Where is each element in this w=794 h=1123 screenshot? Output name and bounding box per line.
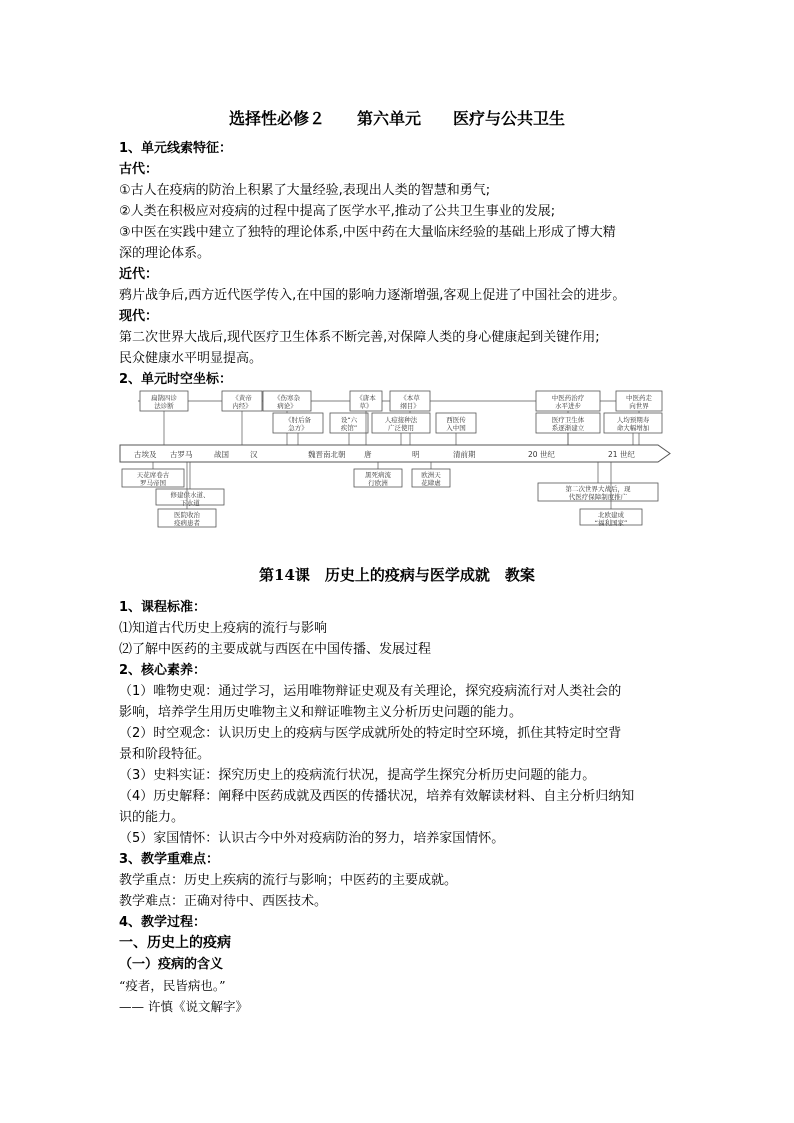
axis-label: 唐 bbox=[364, 450, 372, 459]
contemporary-item: 第二次世界大战后,现代医疗卫生体系不断完善,对保障人类的身心健康起到关键作用; bbox=[119, 330, 600, 345]
lesson-body bbox=[119, 597, 679, 1017]
ancient-item: ①古人在疫病的防治上积累了大量经验,表现出人类的智慧和勇气; bbox=[119, 183, 491, 198]
top-event-text: 广泛使用 bbox=[388, 424, 414, 432]
top-event-text: 病论》 bbox=[277, 402, 297, 410]
top-event-text: 命大幅增加 bbox=[616, 424, 650, 432]
focus-item: 教学重点：历史上疾病的流行与影响；中医药的主要成就。 bbox=[119, 873, 458, 888]
bottom-event-text: 行欧洲 bbox=[368, 479, 388, 487]
top-event-text: 《唐本 bbox=[356, 394, 376, 402]
literacy-item: 影响，培养学生用历史唯物主义和辩证唯物主义分析历史问题的能力。 bbox=[119, 705, 523, 720]
literacy-item: （1）唯物史观：通过学习，运用唯物辩证史观及有关理论，探究疫病流行对人类社会的 bbox=[119, 684, 622, 699]
top-event-text: 《肘后备 bbox=[285, 416, 311, 424]
literacy-item: 景和阶段特征。 bbox=[119, 747, 211, 762]
bottom-event-text: 疫病患者 bbox=[174, 519, 200, 527]
top-event-text: 西医传 bbox=[446, 416, 466, 424]
top-event-text: 向世界 bbox=[629, 402, 649, 410]
top-event-text: 设“六 bbox=[340, 416, 358, 424]
top-event-text: 医疗卫生体 bbox=[551, 416, 585, 424]
ancient-item: ②人类在积极应对疫病的过程中提高了医学水平,推动了公共卫生事业的发展; bbox=[119, 204, 556, 219]
section-heading: 1、单元线索特征： bbox=[119, 141, 233, 156]
bottom-event-text: 代医疗保障制度推广 bbox=[568, 493, 628, 501]
bottom-event-text: 天花席卷古 bbox=[136, 471, 170, 479]
bottom-event-text: 修建供水道、 bbox=[170, 491, 210, 499]
top-event-text: 系逐渐建立 bbox=[551, 424, 585, 432]
top-event-text: 《黄帝 bbox=[232, 394, 252, 402]
section-heading: 3、教学重难点： bbox=[119, 852, 220, 867]
section-heading: 1、课程标准： bbox=[119, 600, 207, 615]
section-heading: 2、核心素养： bbox=[119, 663, 207, 678]
top-event-text: 入中国 bbox=[446, 424, 466, 432]
bottom-event-text: 花肆虐 bbox=[421, 479, 441, 487]
contemporary-item: 民众健康水平明显提高。 bbox=[119, 351, 263, 366]
top-event-text: 扁鹊四诊 bbox=[151, 394, 177, 402]
standard-item: ⑴知道古代历史上疫病的流行与影响 bbox=[119, 621, 328, 636]
top-event-text: 《本草 bbox=[400, 394, 420, 402]
top-event-text: 中医药治疗 bbox=[551, 394, 585, 402]
literacy-item: 识的能力。 bbox=[119, 810, 185, 825]
bottom-event-text: 医院收治 bbox=[174, 511, 200, 519]
literacy-item: （3）史料实证：探究历史上的疫病流行状况，提高学生探究分析历史问题的能力。 bbox=[119, 768, 596, 783]
section-heading: 4、教学过程： bbox=[119, 915, 207, 930]
bottom-event-text: 下水道 bbox=[180, 499, 200, 507]
sub-heading: （一）疫病的含义 bbox=[119, 957, 224, 972]
contemporary-label: 现代： bbox=[119, 309, 159, 324]
top-event-text: 中医药走 bbox=[626, 394, 652, 402]
bottom-event-text: 第二次世界大战后，现 bbox=[565, 485, 631, 493]
bottom-event-text: “福利国家” bbox=[594, 519, 628, 527]
ancient-label: 古代： bbox=[119, 162, 159, 177]
literacy-item: （4）历史解释：阐释中医药成就及西医的传播状况，培养有效解读材料、自主分析归纳知 bbox=[119, 789, 635, 804]
standard-item: ⑵了解中医药的主要成就与西医在中国传播、发展过程 bbox=[119, 642, 432, 657]
timeline-axis bbox=[120, 445, 670, 462]
timeline-diagram bbox=[118, 389, 678, 529]
part-heading: 一、历史上的疫病 bbox=[119, 935, 231, 951]
axis-label: 战国 bbox=[214, 450, 229, 459]
top-event-text: 疾馆” bbox=[340, 424, 358, 432]
axis-label: 21 世纪 bbox=[608, 450, 635, 459]
top-event-text: 纲目》 bbox=[400, 402, 420, 410]
top-event-text: 人均预期寿 bbox=[616, 416, 650, 424]
axis-label: 古罗马 bbox=[170, 450, 193, 459]
bottom-event-text: 罗马帝国 bbox=[140, 479, 166, 487]
focus-item: 教学难点：正确对待中、西医技术。 bbox=[119, 894, 328, 909]
top-event-text: 法诊断 bbox=[154, 402, 174, 410]
axis-label: 魏晋南北朝 bbox=[308, 450, 346, 459]
quote-source: —— 许慎《说文解字》 bbox=[119, 999, 248, 1014]
quote: “疫者，民皆病也。” bbox=[119, 978, 226, 993]
top-event-text: 水平进步 bbox=[555, 402, 581, 410]
lesson-title: 第14课 历史上的疫病与医学成就 教案 bbox=[259, 566, 535, 584]
modern-label: 近代： bbox=[119, 267, 159, 282]
page-title: 选择性必修２ 第六单元 医疗与公共卫生 bbox=[228, 109, 565, 128]
axis-label: 古埃及 bbox=[134, 450, 157, 459]
top-event-text: 草》 bbox=[359, 402, 373, 410]
bottom-event-text: 北欧建成 bbox=[598, 511, 624, 519]
bottom-event-text: 黑死病流 bbox=[365, 471, 391, 479]
top-event-text: 内经》 bbox=[232, 402, 252, 410]
axis-label: 清前期 bbox=[453, 450, 476, 459]
axis-label: 20 世纪 bbox=[528, 450, 555, 459]
section-heading: 2、单元时空坐标： bbox=[119, 372, 233, 387]
top-event-text: 《伤寒杂 bbox=[274, 394, 300, 402]
ancient-item: 深的理论体系。 bbox=[119, 246, 211, 261]
ancient-item: ③中医在实践中建立了独特的理论体系,中医中药在大量临床经验的基础上形成了博大精 bbox=[119, 225, 616, 240]
axis-label: 汉 bbox=[250, 450, 258, 459]
axis-label: 明 bbox=[412, 450, 420, 459]
literacy-item: （5）家国情怀：认识古今中外对疫病防治的努力，培养家国情怀。 bbox=[119, 831, 505, 846]
unit-features-section bbox=[119, 138, 679, 390]
top-event-text: 人痘接种法 bbox=[384, 416, 418, 424]
modern-text: 鸦片战争后,西方近代医学传入,在中国的影响力逐渐增强,客观上促进了中国社会的进步。 bbox=[119, 288, 626, 303]
literacy-item: （2）时空观念：认识历史上的疫病与医学成就所处的特定时空环境，抓住其特定时空背 bbox=[119, 726, 622, 741]
top-event-text: 急方》 bbox=[288, 424, 308, 432]
bottom-event-text: 欧洲天 bbox=[421, 471, 441, 479]
